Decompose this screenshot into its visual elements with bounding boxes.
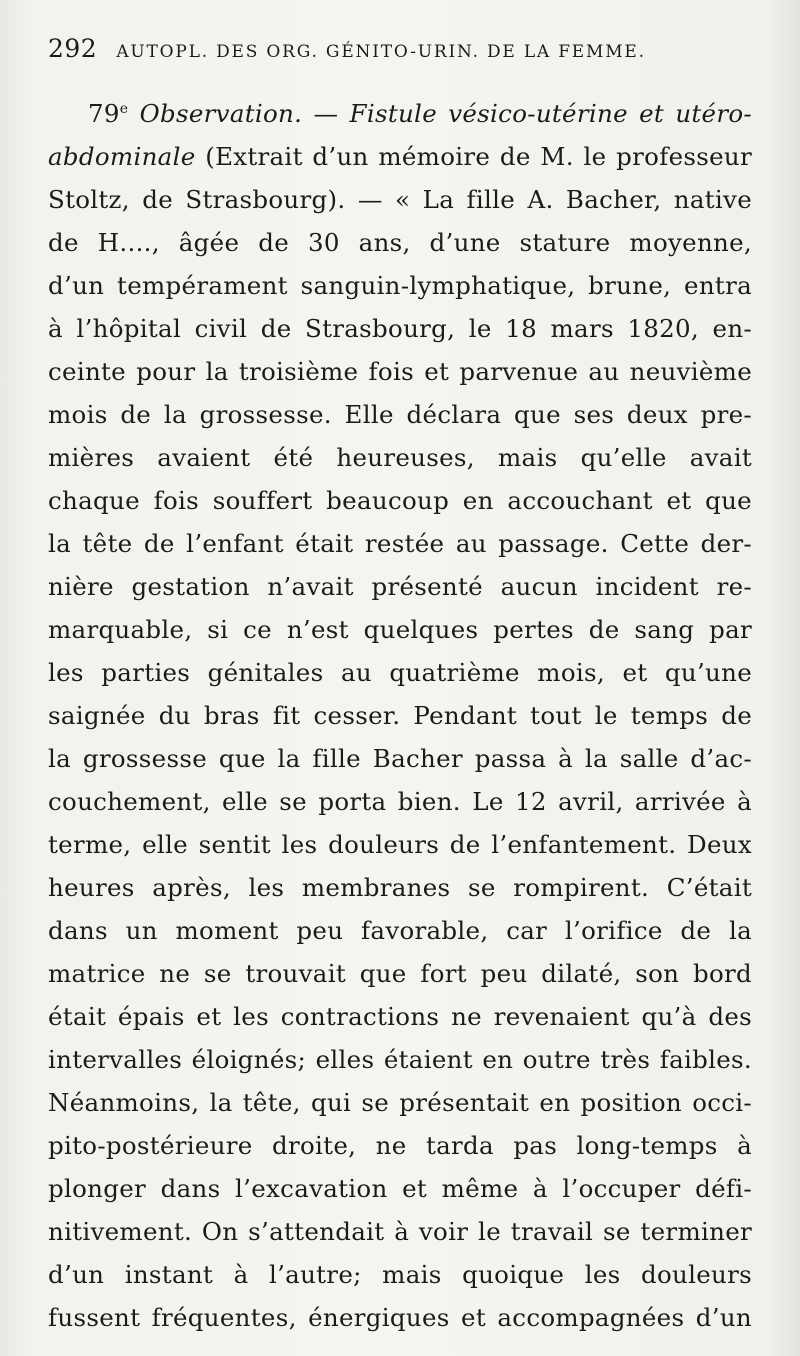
text-line: plonger dans l’excavation et même à l’occuper défi- [48,1174,752,1203]
observation-number: 79 [88,99,120,128]
text-line: était épais et les contractions ne revenaient qu’à des [48,1002,752,1031]
line-text: (Extrait d’un mémoire de M. le professeur [195,142,752,171]
running-head-title: AUTOPL. DES ORG. GÉNITO-URIN. DE LA FEMME. [116,42,646,62]
text-line: nière gestation n’avait présenté aucun incident re- [48,572,752,601]
text-line: mois de la grossesse. Elle déclara que ses deux pre- [48,400,752,429]
text-line: terme, elle sentit les douleurs de l’enfantement. Deux [48,830,752,859]
text-line: marquable, si ce n’est quelques pertes de sang par [48,615,752,644]
text-line: chaque fois souffert beaucoup en accouchant et que [48,486,752,515]
text-line: d’un instant à l’autre; mais quoique les douleurs [48,1260,752,1289]
text-line: nitivement. On s’attendait à voir le travail se terminer [48,1217,752,1246]
text-line: heures après, les membranes se rompirent. C’était [48,873,752,902]
text-line [48,135,752,178]
text-line: dans un moment peu favorable, car l’orifice de la [48,916,752,945]
text-line: à l’hôpital civil de Strasbourg, le 18 mars 1820, en- [48,314,752,343]
text-line: fussent fréquentes, énergiques et accompagnées d’un [48,1303,752,1332]
text-line: intervalles éloignés; elles étaient en outre très faibles. [48,1045,752,1074]
text-line: Stoltz, de Strasbourg). — « La fille A. Bacher, native [48,185,752,214]
text-line: ceinte pour la troisième fois et parvenue au neuvième [48,357,752,386]
text-line: saignée du bras fit cesser. Pendant tout le temps de [48,701,752,730]
text-line: pito-postérieure droite, ne tarda pas long-temps à [48,1131,752,1160]
observation-heading-line [48,92,752,135]
observation-number-suffix: e [119,101,129,117]
running-head [48,34,758,68]
text-line: la grossesse que la fille Bacher passa à la salle d’ac- [48,744,752,773]
text-line: la tête de l’enfant était restée au passage. Cette der- [48,529,752,558]
observation-text [48,92,752,1339]
page-number: 292 [48,34,98,63]
observation-heading: Observation. — Fistule vésico-utérine et utéro- [139,99,752,128]
text-line: couchement, elle se porta bien. Le 12 avril, arrivée à [48,787,752,816]
heading-continuation: abdominale [48,142,196,171]
text-line: matrice ne se trouvait que fort peu dilaté, son bord [48,959,752,988]
text-line: d’un tempérament sanguin-lymphatique, brune, entra [48,271,752,300]
text-line: mières avaient été heureuses, mais qu’elle avait [48,443,752,472]
text-line: de H...., âgée de 30 ans, d’une stature moyenne, [48,228,752,257]
text-line: Néanmoins, la tête, qui se présentait en position occi- [48,1088,752,1117]
text-line: les parties génitales au quatrième mois, et qu’une [48,658,752,687]
